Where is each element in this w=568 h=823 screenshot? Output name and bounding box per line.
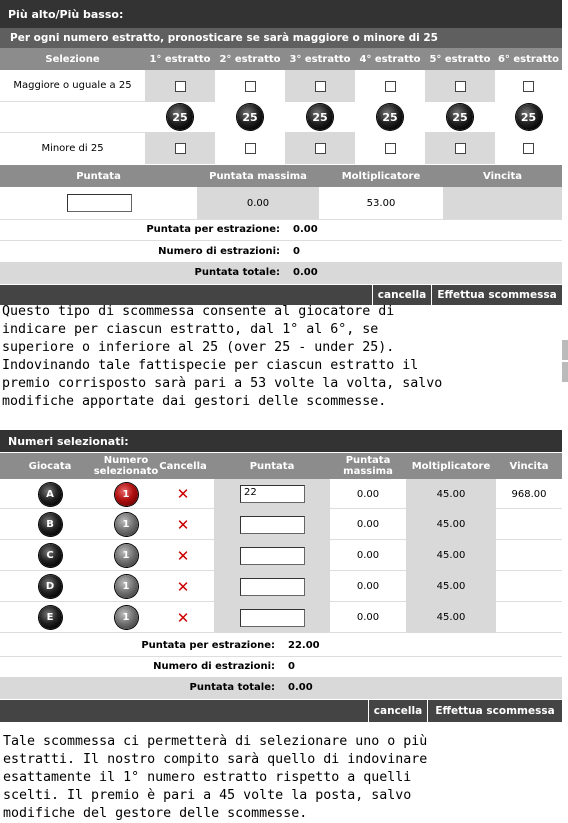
puntata-input[interactable] xyxy=(240,609,305,627)
minore-checkbox-5[interactable] xyxy=(455,143,466,154)
minore-checkbox-2[interactable] xyxy=(245,143,256,154)
numero-value: 1 xyxy=(122,519,130,530)
giocata-cell xyxy=(0,509,100,540)
x-icon[interactable]: ✕ xyxy=(176,515,190,534)
minore-cell-3 xyxy=(285,132,355,164)
maggiore-cell-2 xyxy=(215,70,285,102)
moltiplicatore-value: 45.00 xyxy=(406,571,496,602)
col-puntata-massima-line1: Puntata xyxy=(345,455,391,466)
col-estratto-3: 3° estratto xyxy=(289,53,351,65)
cancella-cell xyxy=(152,602,214,633)
giocata-ball-icon xyxy=(39,513,62,536)
puntata-input[interactable] xyxy=(240,516,305,534)
maggiore-checkbox-2[interactable] xyxy=(245,81,256,92)
maggiore-cell-6 xyxy=(495,70,562,102)
col-estratto-5: 5° estratto xyxy=(429,53,491,65)
numero-ball-icon[interactable] xyxy=(115,544,138,567)
section2-header xyxy=(0,430,562,452)
maggiore-checkbox-3[interactable] xyxy=(315,81,326,92)
col-numero-line1: Numero xyxy=(103,455,149,466)
numero-cell xyxy=(100,602,152,633)
moltiplicatore-value: 45.00 xyxy=(406,479,496,509)
lotto-ball-icon xyxy=(237,104,263,130)
ball-cell-1 xyxy=(145,102,215,132)
summary-total-row xyxy=(0,262,562,284)
x-icon[interactable]: ✕ xyxy=(176,608,190,627)
giocata-ball-icon xyxy=(39,575,62,598)
maggiore-checkbox-6[interactable] xyxy=(523,81,534,92)
summary-puntata-totale-label: Puntata totale: xyxy=(189,682,275,693)
cancella-cell xyxy=(152,571,214,602)
summary-puntata-totale-value: 0.00 xyxy=(288,682,313,693)
numero-value: 1 xyxy=(122,488,130,500)
section1-header xyxy=(0,0,562,28)
ball-cell-6 xyxy=(495,102,562,132)
vincita-value xyxy=(496,571,562,602)
moltiplicatore-value: 53.00 xyxy=(366,197,396,209)
col-puntata-massima xyxy=(330,453,406,479)
summary-numero-estrazioni-label: Numero di estrazioni: xyxy=(158,246,280,257)
ball-number: 25 xyxy=(382,110,398,124)
lotto-ball-icon xyxy=(377,104,403,130)
cancella-cell xyxy=(152,540,214,571)
lotto-ball-icon xyxy=(167,104,193,130)
minore-checkbox-4[interactable] xyxy=(385,143,396,154)
maggiore-cell-1 xyxy=(145,70,215,102)
col-estratto-1: 1° estratto xyxy=(149,53,211,65)
numero-ball-icon[interactable] xyxy=(115,606,138,629)
giocata-letter: D xyxy=(45,581,55,592)
summary-puntata-totale-value: 0.00 xyxy=(293,267,318,278)
puntata-massima-value: 0.00 xyxy=(356,550,380,561)
minore-checkbox-6[interactable] xyxy=(523,143,534,154)
numero-cell xyxy=(100,540,152,571)
summary-puntata-totale-label: Puntata totale: xyxy=(194,267,280,278)
minore-checkbox-1[interactable] xyxy=(175,143,186,154)
bet-header-puntata-massima: Puntata massima xyxy=(209,170,307,182)
col-cancella: Cancella xyxy=(159,460,207,472)
cancel-button[interactable]: cancella xyxy=(373,285,431,305)
submit-bet-button[interactable]: Effettua scommessa xyxy=(428,700,562,722)
ball-number: 25 xyxy=(520,110,537,124)
puntata-input[interactable] xyxy=(67,194,132,212)
row-minore-label: Minore di 25 xyxy=(0,132,145,164)
description-line-2: indicare per ciascun estratto, dal 1° al 6°, se xyxy=(2,322,379,337)
puntata-input[interactable]: 22 xyxy=(240,485,305,503)
giocata-ball-icon xyxy=(39,544,62,567)
numero-value: 1 xyxy=(122,550,130,561)
minore-cell-6 xyxy=(495,132,562,164)
scrollbar-stub xyxy=(562,362,568,382)
vincita-value xyxy=(496,602,562,633)
description-line-5: premio corrisposto sarà pari a 53 volte la volta, salvo xyxy=(2,376,443,391)
summary-puntata-per-estrazione-label: Puntata per estrazione: xyxy=(146,224,280,235)
ball-number: 25 xyxy=(242,110,258,124)
numero-cell xyxy=(100,571,152,602)
ball-number: 25 xyxy=(452,110,468,124)
divider xyxy=(0,219,562,220)
giocata-letter: E xyxy=(46,612,54,623)
summary-numero-estrazioni-value: 0 xyxy=(293,246,300,257)
minore-cell-5 xyxy=(425,132,495,164)
ball-cell-2 xyxy=(215,102,285,132)
ball-number: 25 xyxy=(172,110,188,124)
maggiore-cell-4 xyxy=(355,70,425,102)
maggiore-checkbox-4[interactable] xyxy=(385,81,396,92)
scrollbar-stub xyxy=(562,340,568,360)
giocata-cell xyxy=(0,602,100,633)
description2-line-5: modifiche del gestore delle scommesse. xyxy=(3,806,308,821)
col-numero-selezionato xyxy=(93,453,159,479)
description2-line-4: scelti. Il premio è pari a 45 volte la posta, salvo xyxy=(3,788,412,803)
numero-ball-icon[interactable] xyxy=(115,575,138,598)
vincita-value xyxy=(443,187,562,219)
summary-puntata-per-estrazione-value: 0.00 xyxy=(293,224,318,235)
minore-cell-2 xyxy=(215,132,285,164)
maggiore-checkbox-1[interactable] xyxy=(175,81,186,92)
lotto-ball-icon xyxy=(516,104,542,130)
bet-header-moltiplicatore: Moltiplicatore xyxy=(341,170,421,182)
ball-cell-5 xyxy=(425,102,495,132)
giocata-letter: A xyxy=(46,488,54,500)
puntata-massima-value: 0.00 xyxy=(356,612,380,623)
numero-cell xyxy=(100,479,152,509)
puntata-input[interactable] xyxy=(240,547,305,565)
puntata-massima-value: 0.00 xyxy=(356,519,380,530)
description2-line-2: estratti. Il nostro compito sarà quello di indovinare xyxy=(3,752,428,767)
minore-cell-1 xyxy=(145,132,215,164)
puntata-input[interactable] xyxy=(240,578,305,596)
col-numero-line2: selezionato xyxy=(93,466,159,477)
numero-cell xyxy=(100,509,152,540)
row-maggiore-label: Maggiore o uguale a 25 xyxy=(0,70,145,102)
submit-bet-button[interactable]: Effettua scommessa xyxy=(432,285,562,305)
bet-header-vincita: Vincita xyxy=(483,170,522,182)
action-bar-filler xyxy=(0,700,368,722)
divider xyxy=(0,656,562,657)
col-estratto-4: 4° estratto xyxy=(359,53,421,65)
bet-header-puntata: Puntata xyxy=(76,170,121,182)
section1-subheader xyxy=(0,28,562,48)
vincita-value xyxy=(496,540,562,571)
puntata-massima-value: 0.00 xyxy=(197,187,319,219)
section1-subtitle: Per ogni numero estratto, pronosticare se sarà maggiore o minore di 25 xyxy=(10,32,438,44)
moltiplicatore-value: 45.00 xyxy=(406,509,496,540)
giocata-cell xyxy=(0,571,100,602)
section2-title: Numeri selezionati: xyxy=(8,435,129,448)
giocata-cell xyxy=(0,540,100,571)
description2-line-3: esattamente il 1° numero estratto rispetto a quelli xyxy=(3,770,412,785)
giocata-ball-icon xyxy=(39,606,62,629)
divider xyxy=(0,240,562,241)
x-icon[interactable]: ✕ xyxy=(176,577,190,596)
maggiore-cell-3 xyxy=(285,70,355,102)
ball-number: 25 xyxy=(312,110,328,124)
maggiore-cell-5 xyxy=(425,70,495,102)
summary-puntata-per-estrazione-label: Puntata per estrazione: xyxy=(141,640,275,651)
giocata-cell xyxy=(0,479,100,509)
giocata-ball-icon xyxy=(39,483,62,506)
summary-puntata-per-estrazione-value: 22.00 xyxy=(288,640,320,651)
description-line-3: superiore o inferiore al 25 (over 25 - under 25). xyxy=(2,340,395,355)
numero-ball-icon[interactable] xyxy=(115,483,138,506)
numero-value: 1 xyxy=(122,612,130,623)
numero-ball-icon[interactable] xyxy=(115,513,138,536)
moltiplicatore-value: 45.00 xyxy=(406,602,496,633)
col-moltiplicatore: Moltiplicatore xyxy=(411,460,491,472)
description2-line-1: Tale scommessa ci permetterà di selezionare uno o più xyxy=(3,734,428,749)
description-line-6: modifiche apportate dai gestori delle scommesse. xyxy=(2,394,387,409)
vincita-value: 968.00 xyxy=(511,488,547,500)
numero-value: 1 xyxy=(122,581,130,592)
cancel-button[interactable]: cancella xyxy=(369,700,427,722)
action-bar-filler xyxy=(0,285,372,305)
cancella-cell xyxy=(152,479,214,509)
maggiore-checkbox-5[interactable] xyxy=(455,81,466,92)
minore-checkbox-3[interactable] xyxy=(315,143,326,154)
col-estratto-6: 6° estratto xyxy=(497,53,560,65)
cancella-cell xyxy=(152,509,214,540)
col-puntata: Puntata xyxy=(249,460,295,472)
col-giocata: Giocata xyxy=(28,460,72,472)
vincita-value xyxy=(496,509,562,540)
x-icon[interactable]: ✕ xyxy=(176,546,190,565)
minore-cell-4 xyxy=(355,132,425,164)
col-selezione: Selezione xyxy=(45,53,100,65)
lotto-ball-icon xyxy=(307,104,333,130)
col-vincita: Vincita xyxy=(509,460,549,472)
summary-numero-estrazioni-label: Numero di estrazioni: xyxy=(153,661,275,672)
lotto-ball-icon xyxy=(447,104,473,130)
moltiplicatore-value: 45.00 xyxy=(406,540,496,571)
puntata-massima-value: 0.00 xyxy=(356,581,380,592)
ball-cell-3 xyxy=(285,102,355,132)
description-line-4: Indovinando tale fattispecie per ciascun estratto il xyxy=(2,358,419,373)
summary-numero-estrazioni-value: 0 xyxy=(288,661,295,672)
ball-cell-4 xyxy=(355,102,425,132)
giocata-letter: C xyxy=(46,550,54,561)
puntata-massima-value: 0.00 xyxy=(356,488,380,500)
summary-total-row xyxy=(0,677,562,699)
section1-title: Più alto/Più basso: xyxy=(8,8,124,21)
col-puntata-massima-line2: massima xyxy=(343,466,393,477)
x-icon[interactable]: ✕ xyxy=(176,485,190,503)
giocata-letter: B xyxy=(46,519,54,530)
description-line-1: Questo tipo di scommessa consente al giocatore di xyxy=(2,304,395,319)
col-estratto-2: 2° estratto xyxy=(219,53,281,65)
